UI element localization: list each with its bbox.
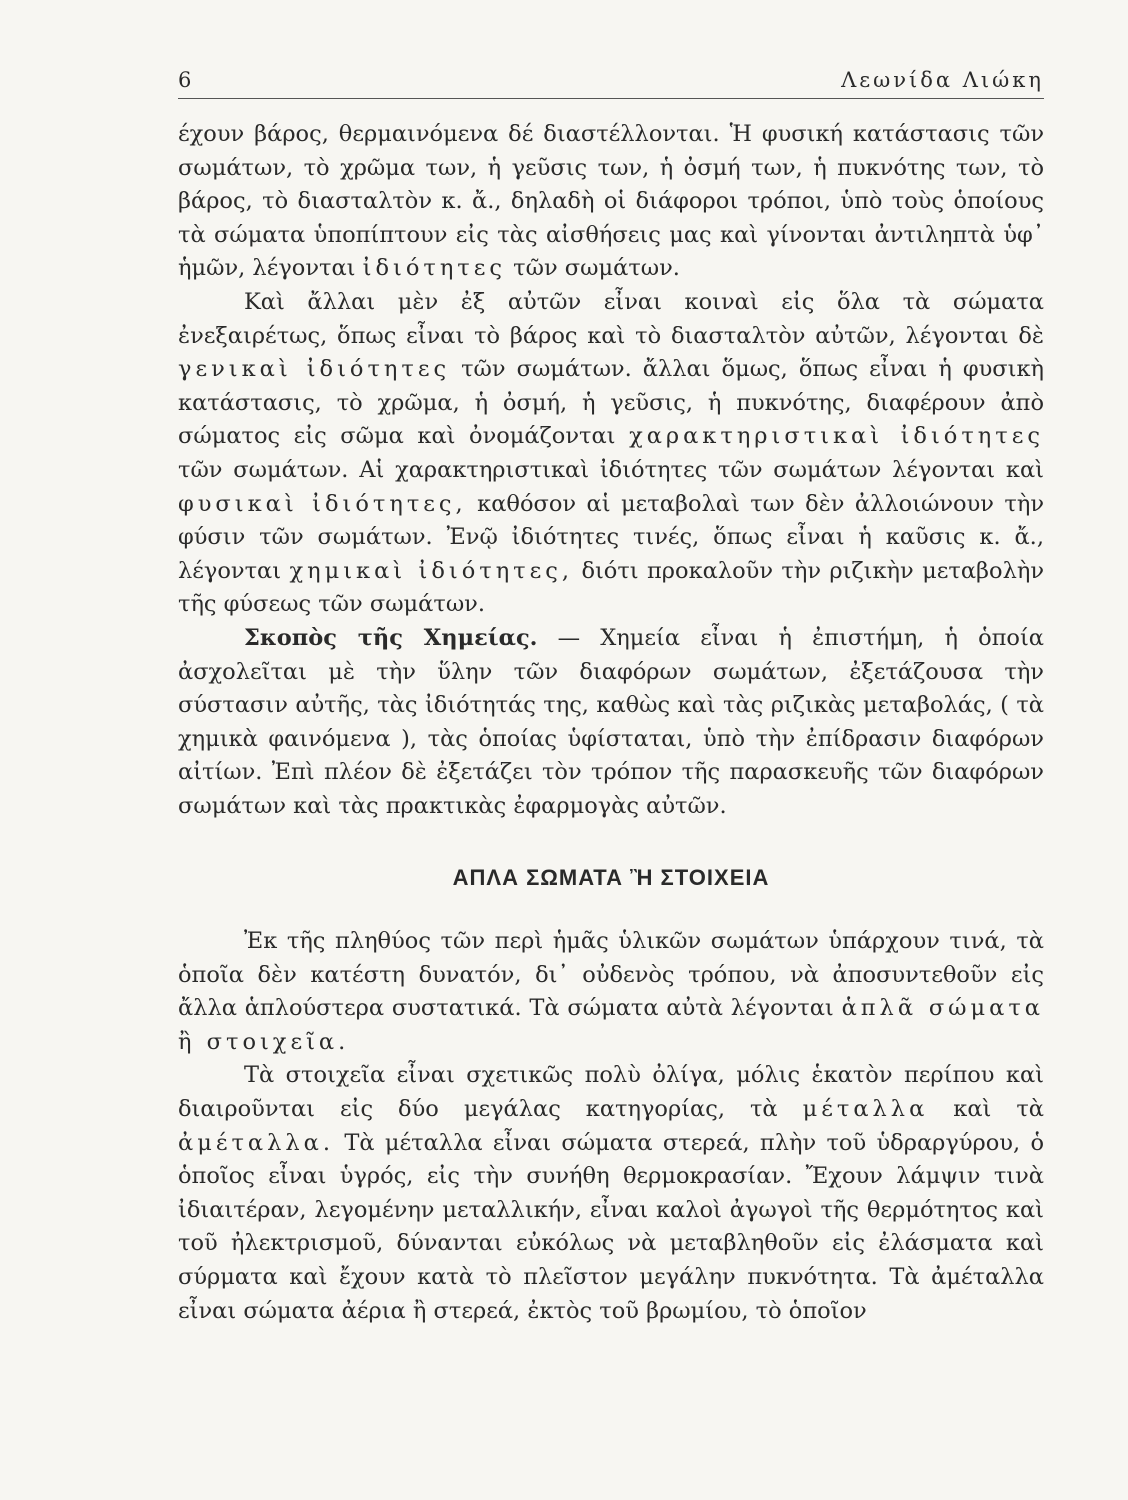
spaced-term: ἀμέταλλα. [178, 1129, 334, 1156]
page-header [178, 58, 1044, 99]
inline-heading: Σκοπὸς τῆς Χημείας. [244, 624, 538, 651]
spaced-term: γενικαὶ ἰδιότητες [178, 356, 451, 383]
paragraph-general-properties: Καὶ ἄλλαι μὲν ἐξ αὐτῶν εἶναι κοιναὶ εἰς ὅλα τὰ σώματα ἐνεξαιρέτως, ὅπως εἶναι τὸ βάρος καὶ τὸ διασταλτὸν αὐτῶν, λέγονται δὲ γενικαὶ ἰδιότητες τῶν σωμάτων. ἄλλαι ὅμως, ὅπως εἶναι ἡ φυσικὴ κατάστασις, τὸ χρῶμα, ἡ ὀσμή, ἡ γεῦσις, ἡ πυκνότης, διαφέρουν ἀπὸ σώματος εἰς σῶμα καὶ ὀνομάζονται χαρακτηριστικαὶ ἰδιότητες τῶν σωμάτων. Αἱ χαρακτηριστικαὶ ἰδιότητες τῶν σωμάτων λέγονται καὶ φυσικαὶ ἰδιότητες, καθόσον αἱ μεταβολαὶ των δὲν ἀλλοιώνουν τὴν φύσιν τῶν σωμάτων. Ἐνῷ ἰδιότητες τινές, ὅπως εἶναι ἡ καῦσις κ. ἄ., λέγονται χημικαὶ ἰδιότητες, διότι προκαλοῦν τὴν ριζικὴν μεταβολὴν τῆς φύσεως τῶν σωμάτων. [178, 288, 1045, 618]
section-heading: ΑΠΛΑ ΣΩΜΑΤΑ Ἢ ΣΤΟΙΧΕΙΑ [452, 865, 770, 891]
paragraph-chemistry-purpose: Σκοπὸς τῆς Χημείας. — Χημεία εἶναι ἡ ἐπιστήμη, ἡ ὁποία ἀσχολεῖται μὲ τὴν ὕλην τῶν διαφόρων σωμάτων, ἐξετάζουσα τὴν σύστασιν αὐτῆς, τὰς ἰδιότητάς της, καθὼς καὶ τὰς ριζικὰς μεταβολάς, ( τὰ χημικὰ φαινόμενα ), τὰς ὁποίας ὑφίσταται, ὑπὸ τὴν ἐπίδρασιν διαφόρων αἰτίων. Ἐπὶ πλέον δὲ ἐξετάζει τὸν τρόπον τῆς παρασκευῆς τῶν διαφόρων σωμάτων καὶ τὰς πρακτικὰς ἐφαρμογὰς αὐτῶν. [178, 624, 1044, 819]
spaced-term: ἰδιότητες [362, 255, 507, 282]
paragraph-elements: Ἐκ τῆς πληθύος τῶν περὶ ἡμᾶς ὑλικῶν σωμάτων ὑπάρχουν τινά, τὰ ὁποῖα δὲν κατέστη δυνατόν, δι᾽ οὐδενὸς τρόπου, νὰ ἀποσυντεθοῦν εἰς ἄλλα ἁπλούστερα συστατικά. Τὰ σώματα αὐτὰ λέγονται ἁπλᾶ σώματα ἢ στοιχεῖα. [178, 928, 1044, 1055]
spaced-term: φυσικαὶ ἰδιότητες, [178, 490, 467, 517]
spaced-term: χαρακτηριστικαὶ ἰδιότητες [629, 423, 1044, 450]
paragraph-properties: έχουν βάρος, θερμαινόμενα δέ διαστέλλονται. Ἡ φυσική κατάστασις τῶν σωμάτων, τὸ χρῶμα των, ἡ γεῦσις των, ἡ ὀσμή των, ἡ πυκνότης των, τὸ βάρος, τὸ διασταλτὸν κ. ἄ., δηλαδὴ οἱ διάφοροι τρόποι, ὑπὸ τοὺς ὁποίους τὰ σώματα ὑποπίπτουν εἰς τὰς αἰσθήσεις μας καὶ γίνονται ἀντιληπτὰ ὑφ᾽ ἡμῶν, λέγονται ἰδιότητες τῶν σωμάτων. [178, 121, 1044, 282]
body-text [178, 118, 1044, 1328]
running-title: Λεωνίδα Λιώκη [841, 68, 1044, 92]
spaced-term: χημικαὶ ἰδιότητες, [289, 557, 574, 584]
spaced-term: μέταλλα [802, 1096, 929, 1123]
page-number: 6 [178, 68, 192, 92]
spaced-term: ἁπλᾶ σώματα ἢ στοιχεῖα. [178, 995, 1044, 1055]
paragraph-metals: Τὰ στοιχεῖα εἶναι σχετικῶς πολὺ ὀλίγα, μόλις ἑκατὸν περίπου καὶ διαιροῦνται εἰς δύο μεγάλας κατηγορίας, τὰ μέταλλα καὶ τὰ ἀμέταλλα. Τὰ μέταλλα εἶναι σώματα στερεά, πλὴν τοῦ ὑδραργύρου, ὁ ὁποῖος εἶναι ὑγρός, εἰς τὴν συνήθη θερμοκρασίαν. Ἔχουν λάμψιν τινὰ ἰδιαιτέραν, λεγομένην μεταλλικήν, εἶναι καλοὶ ἀγωγοὶ τῆς θερμότητος καὶ τοῦ ἠλεκτρισμοῦ, δύνανται εὐκόλως νὰ μεταβληθοῦν εἰς ἐλάσματα καὶ σύρματα καὶ ἔχουν κατὰ τὸ πλεῖστον μεγάλην πυκνότητα. Τὰ ἀμέταλλα εἶναι σώματα ἀέρια ἢ στερεά, ἐκτὸς τοῦ βρωμίου, τὸ ὁποῖον [178, 1062, 1044, 1324]
